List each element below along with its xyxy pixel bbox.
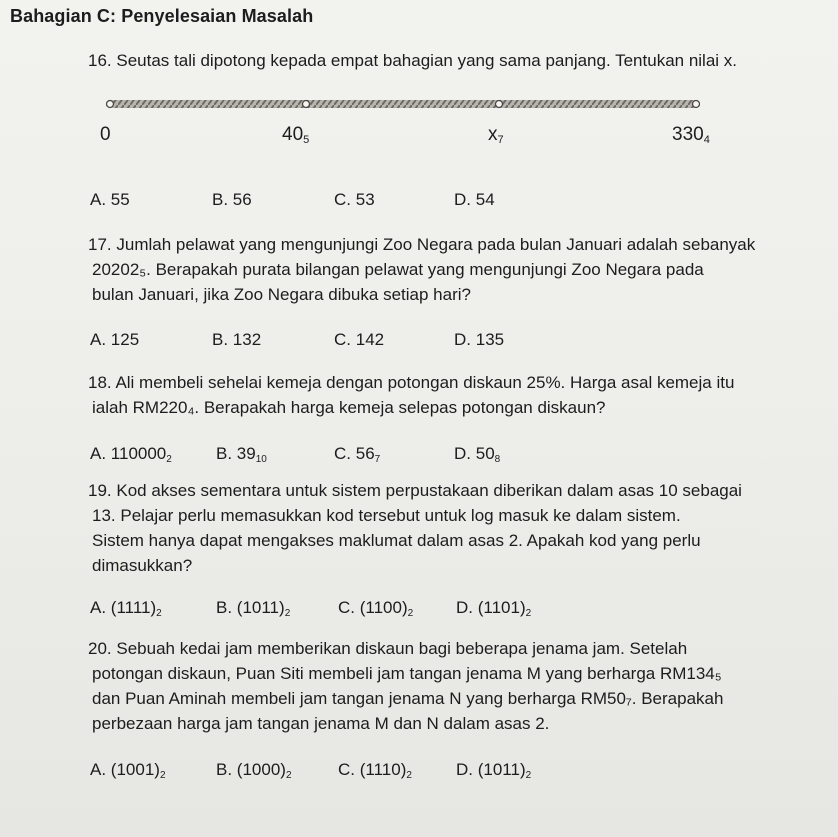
question-text-line: 13. Pelajar perlu memasukkan kod tersebut untuk log masuk ke dalam sistem. [92, 506, 681, 525]
question-number: 18. [88, 373, 112, 392]
question-text-line: Sebuah kedai jam memberikan diskaun bagi beberapa jenama jam. Setelah [116, 639, 688, 658]
section-title: Bahagian C: Penyelesaian Masalah [10, 6, 314, 26]
question-text-line: ialah RM220₄. Berapakah harga kemeja selepas potongan diskaun? [92, 398, 606, 417]
option-c[interactable]: C. $(1100)_2$ [338, 598, 414, 619]
option-a[interactable]: A. $(1001)_2$ [90, 760, 166, 781]
option-b[interactable]: B. $39_{10}$ [216, 444, 267, 465]
option-a[interactable]: A. 55 [90, 190, 130, 209]
option-a[interactable]: A. $110000_2$ [90, 444, 172, 465]
option-b[interactable]: B. 56 [212, 190, 252, 209]
question-text-line: 20202₅. Berapakah purata bilangan pelawat yang mengunjungi Zoo Negara pada [92, 260, 704, 279]
question-text-line: Sistem hanya dapat mengakses maklumat dalam asas 2. Apakah kod yang perlu [92, 531, 701, 550]
numberline-label-0: 0 [100, 124, 111, 145]
question-16 [88, 48, 737, 73]
numberline-label-330: $330_4$ [672, 124, 710, 146]
option-a[interactable]: A. 125 [90, 330, 140, 349]
question-17 [88, 232, 755, 307]
question-text-line: perbezaan harga jam tangan jenama M dan N dalam asas 2. [92, 714, 550, 733]
option-b[interactable]: B. 132 [212, 330, 262, 349]
question-number: 19. [88, 481, 112, 500]
question-text-line: Kod akses sementara untuk sistem perpustakaan diberikan dalam asas 10 sebagai [116, 481, 742, 500]
question-text-line: Ali membeli sehelai kemeja dengan potongan diskaun 25%. Harga asal kemeja itu [115, 373, 735, 392]
question-text: Seutas tali dipotong kepada empat bahagian yang sama panjang. Tentukan nilai x. [116, 51, 738, 70]
rope-diagram [106, 97, 700, 111]
option-d[interactable]: D. $(1011)_2$ [456, 760, 532, 781]
question-text-line: Jumlah pelawat yang mengunjungi Zoo Negara pada bulan Januari adalah sebanyak [116, 235, 756, 254]
question-text-line: potongan diskaun, Puan Siti membeli jam tangan jenama M yang berharga RM134₅ [92, 664, 722, 683]
question-number: 20. [88, 639, 112, 658]
option-b[interactable]: B. $(1011)_2$ [216, 598, 291, 619]
option-c[interactable]: C. 53 [334, 190, 375, 209]
question-number: 17. [88, 235, 112, 254]
numberline-label-x: $x_7$ [488, 124, 504, 146]
question-19 [88, 478, 742, 578]
option-d[interactable]: D. 135 [454, 330, 505, 349]
option-d[interactable]: D. $(1101)_2$ [456, 598, 532, 619]
option-c[interactable]: C. $(1110)_2$ [338, 760, 412, 781]
rope-graphic [106, 97, 700, 111]
question-text-line: bulan Januari, jika Zoo Negara dibuka setiap hari? [92, 285, 471, 304]
question-20 [88, 636, 723, 736]
numberline-label-40: $40_5$ [282, 124, 310, 146]
question-text-line: dimasukkan? [92, 556, 193, 575]
option-d[interactable]: D. $50_8$ [454, 444, 501, 465]
option-a[interactable]: A. $(1111)_2$ [90, 598, 162, 619]
option-c[interactable]: C. $56_7$ [334, 444, 381, 465]
question-text-line: dan Puan Aminah membeli jam tangan jenama N yang berharga RM50₇. Berapakah [92, 689, 724, 708]
option-c[interactable]: C. 142 [334, 330, 385, 349]
option-d[interactable]: D. 54 [454, 190, 495, 209]
option-b[interactable]: B. $(1000)_2$ [216, 760, 292, 781]
question-number: 16. [88, 51, 112, 70]
question-18 [88, 370, 734, 420]
